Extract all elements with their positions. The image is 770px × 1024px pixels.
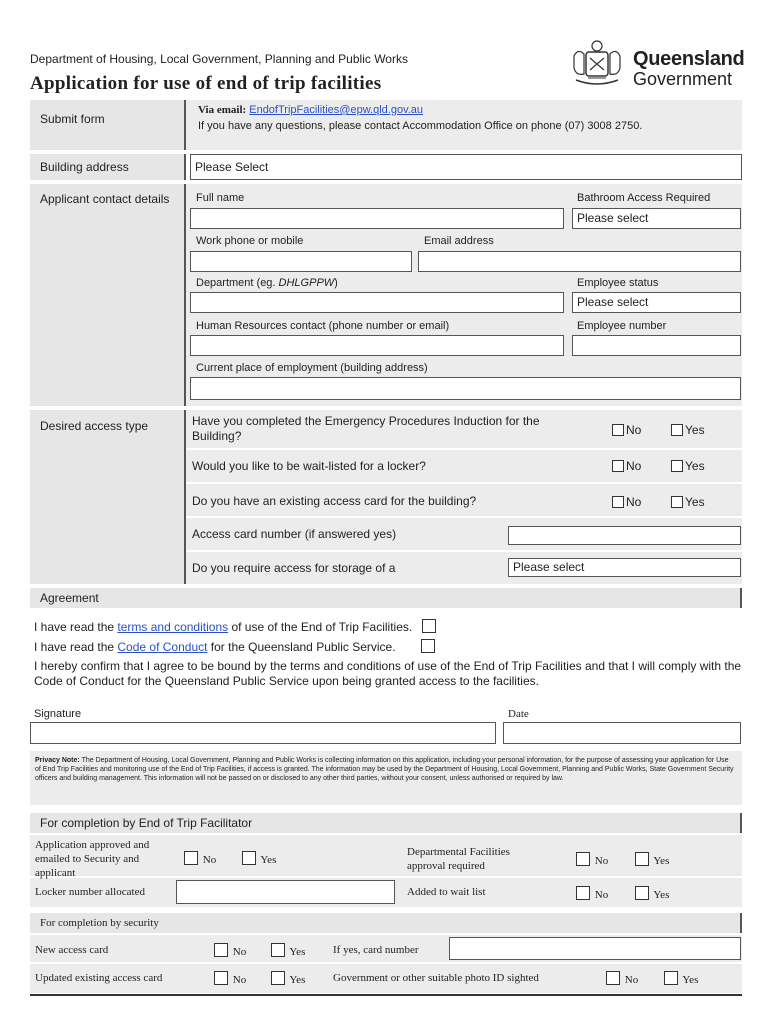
work-phone-label: Work phone or mobile: [196, 235, 304, 247]
facilitator-header-label: For completion by End of Trip Facilitator: [40, 816, 253, 830]
induction-yes-checkbox[interactable]: [671, 424, 683, 436]
row-divider: [186, 448, 742, 450]
employee-number-input[interactable]: [572, 335, 741, 356]
no-label: No: [626, 495, 642, 509]
full-name-label: Full name: [196, 192, 245, 204]
applicant-contact-label: Applicant contact details: [40, 192, 170, 206]
email-address-label: Email address: [424, 235, 494, 247]
locker-no-checkbox[interactable]: [612, 460, 624, 472]
coat-of-arms-icon: [568, 38, 626, 90]
row-divider: [186, 516, 742, 518]
employee-number-label: Employee number: [577, 320, 667, 332]
building-address-label-cell: [30, 154, 186, 180]
department-input[interactable]: [190, 292, 564, 313]
yes-label: Yes: [653, 855, 670, 867]
agreement-confirm-text: I hereby confirm that I agree to be bound by the terms and conditions of use of the End of Trip Facilities and that I will comply with the Code of Conduct for the Queensland Public Service upon being granted access to the facilities.: [34, 659, 742, 688]
desired-access-label: Desired access type: [40, 419, 149, 433]
department-label-prefix: Department (eg.: [196, 277, 279, 289]
code-line: [34, 639, 437, 654]
code-of-conduct-link[interactable]: Code of Conduct: [117, 640, 208, 654]
building-address-select[interactable]: Please Select: [190, 154, 742, 180]
employee-status-label: Employee status: [577, 277, 659, 289]
bathroom-access-label: Bathroom Access Required: [577, 192, 711, 204]
privacy-note-text: [35, 756, 735, 783]
locker-no-option[interactable]: [612, 459, 641, 473]
code-line-pre: I have read the: [34, 640, 118, 654]
qld-government-logo: [568, 38, 743, 90]
card-yes-option[interactable]: [671, 495, 705, 509]
induction-no-checkbox[interactable]: [612, 424, 624, 436]
approved-yes-option[interactable]: [242, 851, 276, 866]
terms-line-pre: I have read the: [34, 620, 118, 634]
hr-contact-label: Human Resources contact (phone number or email): [196, 320, 450, 332]
submit-email-link[interactable]: EndofTripFacilities@epw.qld.gov.au: [249, 104, 424, 116]
updated-card-label: Updated existing access card: [35, 972, 163, 984]
bathroom-access-select[interactable]: Please select: [572, 208, 741, 229]
no-label: No: [626, 459, 642, 473]
waitlist-no-checkbox[interactable]: [576, 886, 590, 900]
locker-yes-checkbox[interactable]: [671, 460, 683, 472]
security-header-label: For completion by security: [40, 917, 159, 929]
no-label: No: [626, 423, 642, 437]
terms-link[interactable]: terms and conditions: [117, 620, 229, 634]
row-divider: [30, 962, 742, 964]
terms-line-post: of use of the End of Trip Facilities.: [228, 620, 413, 634]
full-name-input[interactable]: [190, 208, 564, 229]
no-label: No: [232, 974, 247, 986]
new-access-card-label: New access card: [35, 944, 109, 956]
yes-label: Yes: [682, 974, 699, 986]
agreement-header: [30, 588, 742, 608]
card-yes-checkbox[interactable]: [671, 496, 683, 508]
new-card-yes-checkbox[interactable]: [271, 943, 285, 957]
approved-no-checkbox[interactable]: [184, 851, 198, 865]
applicant-contact-label-cell: [30, 184, 186, 406]
storage-question: Do you require access for storage of a: [192, 561, 396, 575]
waitlist-yes-option[interactable]: [635, 886, 669, 901]
induction-no-option[interactable]: [612, 423, 641, 437]
departmental-yes-checkbox[interactable]: [635, 852, 649, 866]
departmental-yes-option[interactable]: [635, 852, 669, 867]
new-card-yes-option[interactable]: [271, 943, 305, 958]
privacy-note-body: The Department of Housing, Local Government, Planning and Public Works is collecting information on this application, including your personal information, for the purpose of assessing your application for Use of End Trip Facilities and monitoring use of the End of Trip Facilities, if access is granted. The information may be used by the Department of Housing, Local Government, Planning and Public Works, State Government Security officers and building management. This information will not be passed on or disclosed to any other third parties, without your consent, unless authorised or required by law.: [35, 757, 734, 782]
privacy-note-title: Privacy Note:: [35, 757, 80, 764]
date-label: Date: [508, 708, 529, 720]
updated-card-no-checkbox[interactable]: [214, 971, 228, 985]
bottom-rule: [30, 994, 742, 996]
yes-label: Yes: [289, 946, 306, 958]
current-place-label: Current place of employment (building address): [196, 362, 428, 374]
approved-no-option[interactable]: [184, 851, 216, 866]
department-name: Department of Housing, Local Government, Planning and Public Works: [30, 52, 408, 66]
locker-number-input[interactable]: [176, 880, 395, 904]
access-card-number-label: Access card number (if answered yes): [192, 527, 397, 541]
departmental-no-option[interactable]: [576, 852, 608, 867]
card-no-option[interactable]: [612, 495, 641, 509]
via-email-line: [198, 104, 423, 116]
department-label: [196, 277, 338, 289]
current-place-input[interactable]: [190, 377, 741, 400]
no-label: No: [594, 855, 609, 867]
storage-select[interactable]: Please select: [508, 558, 741, 577]
photo-id-yes-checkbox[interactable]: [664, 971, 678, 985]
employee-status-select[interactable]: Please select: [572, 292, 741, 313]
application-approved-label: Application approved and emailed to Security and applicant: [35, 839, 150, 879]
induction-question: Have you completed the Emergency Procedures Induction for the Building?: [192, 414, 540, 443]
access-card-number-input[interactable]: [508, 526, 741, 545]
yes-label: Yes: [653, 889, 670, 901]
waitlist-yes-checkbox[interactable]: [635, 886, 649, 900]
building-address-label: Building address: [40, 160, 129, 174]
submit-form-label: Submit form: [40, 112, 105, 126]
new-card-no-checkbox[interactable]: [214, 943, 228, 957]
induction-yes-option[interactable]: [671, 423, 705, 437]
approved-yes-checkbox[interactable]: [242, 851, 256, 865]
yes-label: Yes: [260, 854, 277, 866]
work-phone-input[interactable]: [190, 251, 412, 272]
signature-input[interactable]: [30, 722, 496, 744]
updated-card-yes-checkbox[interactable]: [271, 971, 285, 985]
added-wait-list-label: Added to wait list: [407, 886, 486, 898]
privacy-note-panel: [30, 751, 742, 805]
card-no-checkbox[interactable]: [612, 496, 624, 508]
departmental-no-checkbox[interactable]: [576, 852, 590, 866]
agreement-label: Agreement: [40, 591, 99, 605]
departmental-approval-label: Departmental Facilities approval required: [407, 846, 510, 872]
yes-label: Yes: [289, 974, 306, 986]
desired-access-label-cell: [30, 410, 186, 584]
photo-id-no-checkbox[interactable]: [606, 971, 620, 985]
hr-contact-input[interactable]: [190, 335, 564, 356]
submit-form-label-cell: [30, 100, 186, 150]
code-of-conduct-checkbox[interactable]: [421, 639, 435, 653]
row-divider: [186, 482, 742, 484]
photo-id-yes-option[interactable]: [664, 971, 698, 986]
contact-question-text: If you have any questions, please contact Accommodation Office on phone (07) 3008 2750.: [198, 120, 643, 132]
updated-card-yes-option[interactable]: [271, 971, 305, 986]
locker-number-label: Locker number allocated: [35, 886, 145, 898]
updated-card-no-option[interactable]: [214, 971, 246, 986]
yes-label: Yes: [685, 459, 705, 473]
terms-line: [34, 619, 438, 634]
code-line-post: for the Queensland Public Service.: [207, 640, 396, 654]
no-label: No: [594, 889, 609, 901]
logo-government: Government: [633, 69, 733, 89]
locker-waitlist-question: Would you like to be wait-listed for a locker?: [192, 459, 426, 473]
department-label-example: DHLGPPW: [278, 277, 335, 289]
locker-yes-option[interactable]: [671, 459, 705, 473]
no-label: No: [202, 854, 217, 866]
photo-id-no-option[interactable]: [606, 971, 638, 986]
new-card-no-option[interactable]: [214, 943, 246, 958]
submit-form-panel: [186, 100, 742, 150]
date-input[interactable]: [503, 722, 741, 744]
email-address-input[interactable]: [418, 251, 741, 272]
waitlist-no-option[interactable]: [576, 886, 608, 901]
no-label: No: [232, 946, 247, 958]
page-title: Application for use of end of trip facilities: [30, 73, 382, 94]
via-email-label: Via email:: [198, 104, 247, 116]
photo-id-label: Government or other suitable photo ID sighted: [333, 972, 539, 984]
no-label: No: [624, 974, 639, 986]
if-yes-card-number-label: If yes, card number: [333, 944, 419, 956]
department-label-suffix: ): [334, 277, 338, 289]
yes-label: Yes: [685, 423, 705, 437]
security-header: [30, 913, 742, 933]
existing-card-question: Do you have an existing access card for the building?: [192, 494, 477, 508]
logo-queensland: Queensland: [633, 48, 745, 70]
card-number-input[interactable]: [449, 937, 741, 960]
row-divider: [186, 550, 742, 552]
facilitator-header: [30, 813, 742, 833]
yes-label: Yes: [685, 495, 705, 509]
signature-label: Signature: [34, 708, 82, 720]
terms-checkbox[interactable]: [422, 619, 436, 633]
